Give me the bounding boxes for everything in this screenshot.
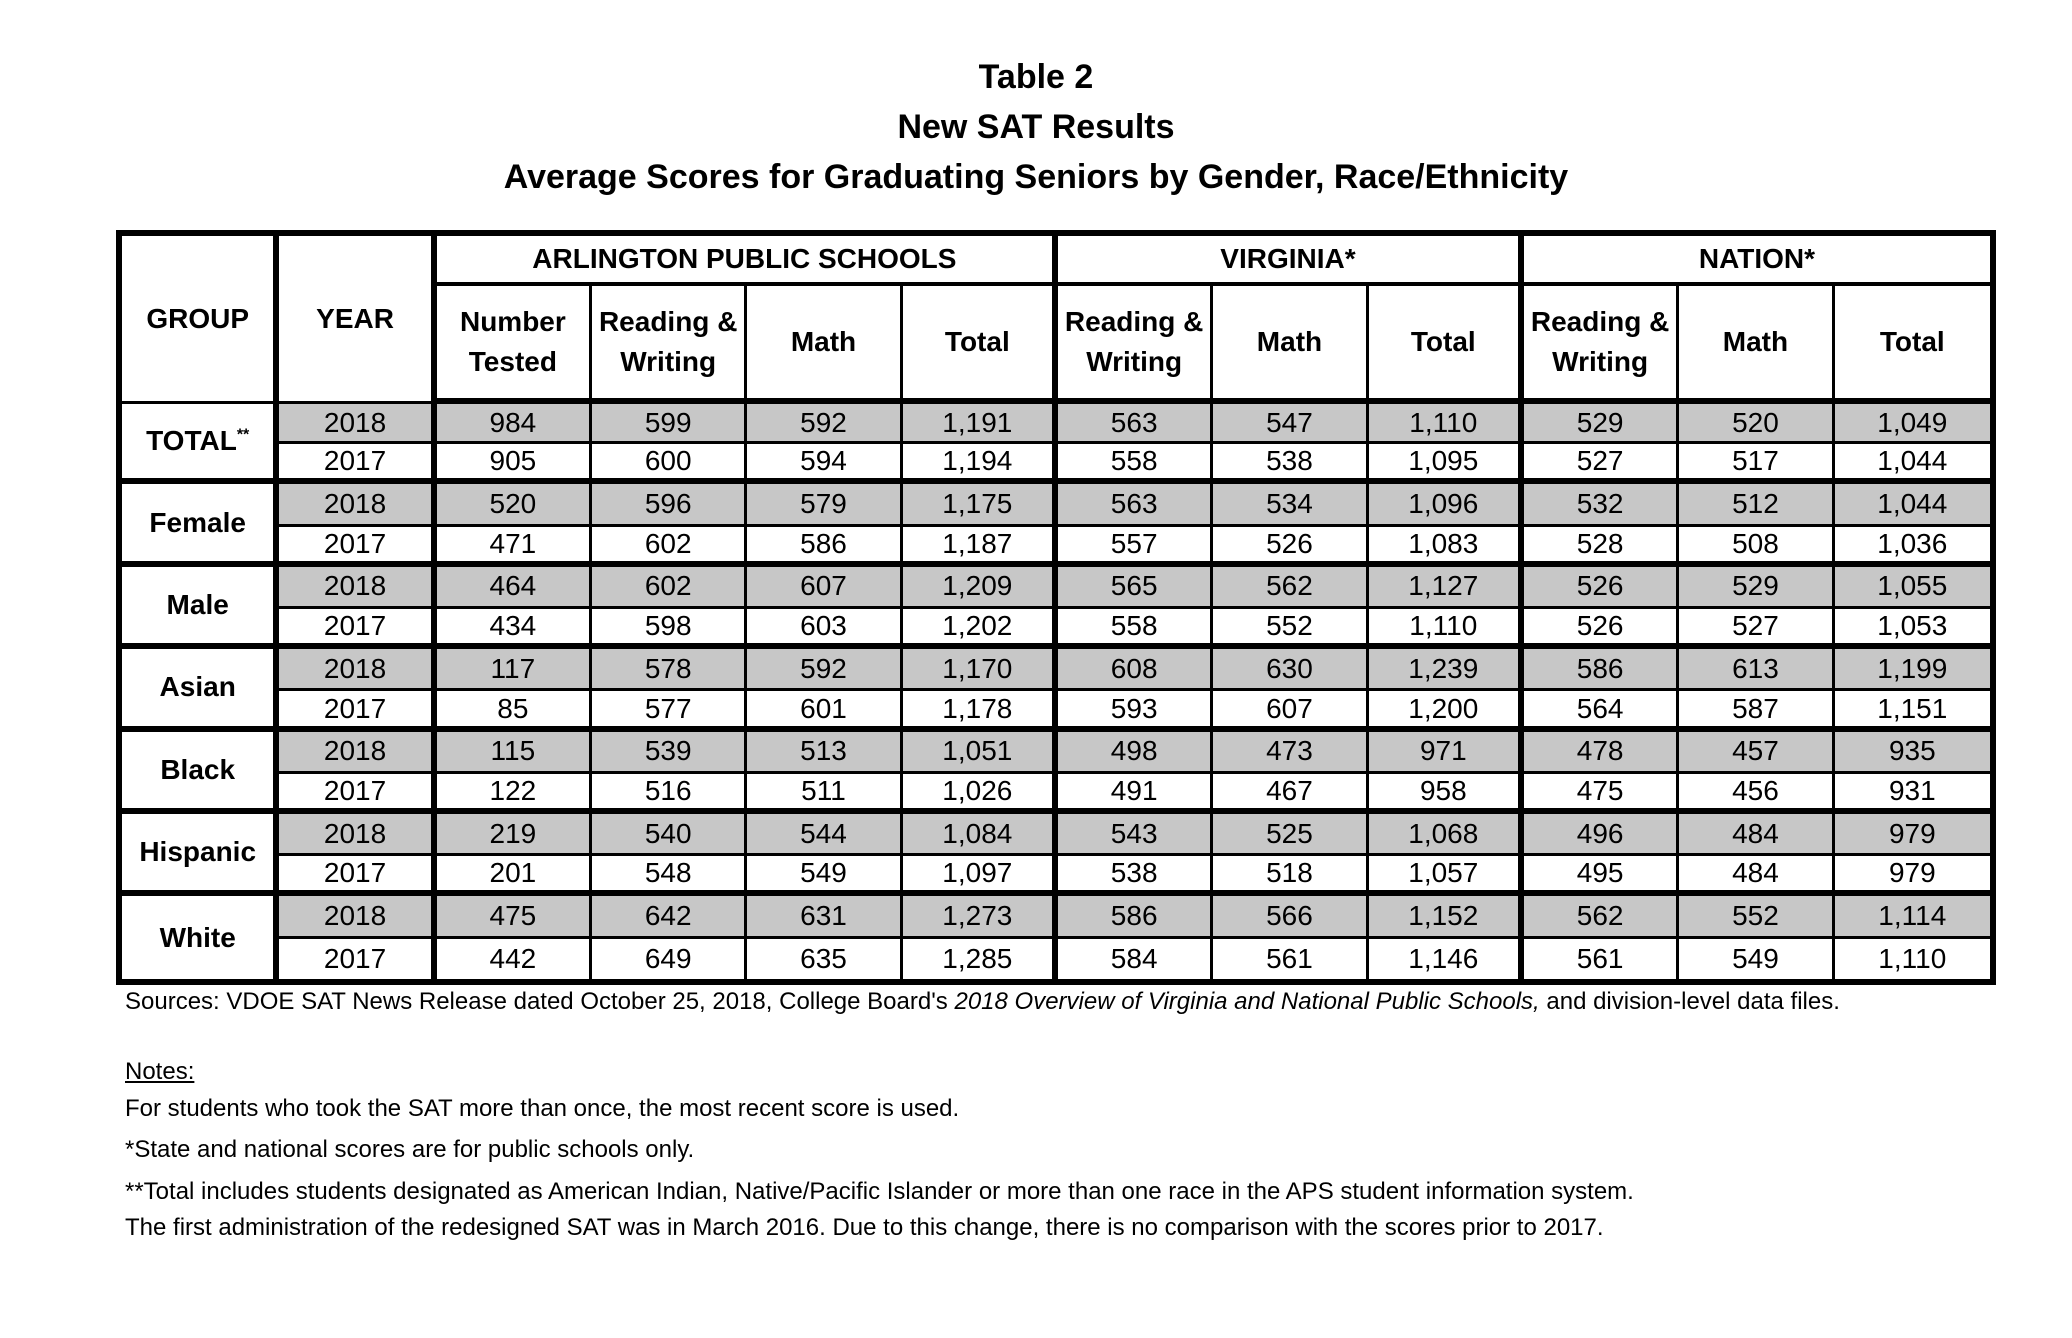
year-cell: 2018 (279, 404, 436, 444)
score-cell: 630 (1213, 649, 1368, 691)
score-cell: 592 (747, 649, 902, 691)
score-cell: 601 (747, 691, 902, 731)
score-cell: 931 (1835, 774, 1990, 814)
score-cell: 434 (437, 609, 592, 649)
score-cell: 549 (1679, 939, 1834, 979)
table-row (122, 527, 1990, 567)
year-cell: 2018 (279, 484, 436, 526)
note-1: For students who took the SAT more than once, the most recent score is used. (125, 1095, 960, 1122)
score-cell: 562 (1524, 896, 1679, 938)
score-cell: 548 (592, 856, 747, 896)
score-cell: 473 (1213, 732, 1368, 774)
header-nation: NATION* (1524, 236, 1990, 286)
score-cell: 544 (747, 814, 902, 856)
score-cell: 1,095 (1369, 444, 1524, 484)
score-cell: 1,049 (1835, 404, 1990, 444)
score-cell: 1,036 (1835, 527, 1990, 567)
score-cell: 85 (437, 691, 592, 731)
score-cell: 552 (1679, 896, 1834, 938)
score-cell: 1,083 (1369, 527, 1524, 567)
score-cell: 547 (1213, 404, 1368, 444)
table-row (122, 814, 1990, 856)
score-cell: 122 (437, 774, 592, 814)
score-cell: 484 (1679, 856, 1834, 896)
score-cell: 538 (1058, 856, 1213, 896)
year-cell: 2018 (279, 732, 436, 774)
score-cell: 602 (592, 567, 747, 609)
table-row (122, 609, 1990, 649)
score-cell: 491 (1058, 774, 1213, 814)
header-aps-math: Math (747, 286, 902, 404)
score-cell: 935 (1835, 732, 1990, 774)
score-cell: 563 (1058, 404, 1213, 444)
score-cell: 607 (747, 567, 902, 609)
score-cell: 586 (747, 527, 902, 567)
score-cell: 594 (747, 444, 902, 484)
year-cell: 2018 (279, 649, 436, 691)
score-cell: 566 (1213, 896, 1368, 938)
score-cell: 1,044 (1835, 444, 1990, 484)
score-cell: 534 (1213, 484, 1368, 526)
score-cell: 579 (747, 484, 902, 526)
score-cell: 602 (592, 527, 747, 567)
year-cell: 2018 (279, 814, 436, 856)
score-cell: 475 (437, 896, 592, 938)
score-cell: 599 (592, 404, 747, 444)
group-label: Asian (122, 649, 279, 731)
header-group: GROUP (122, 236, 279, 404)
score-cell: 1,097 (903, 856, 1058, 896)
header-year: YEAR (279, 236, 436, 404)
header-aps-total: Total (903, 286, 1058, 404)
year-cell: 2017 (279, 774, 436, 814)
score-cell: 603 (747, 609, 902, 649)
score-cell: 557 (1058, 527, 1213, 567)
note-2: *State and national scores are for public schools only. (125, 1136, 695, 1163)
header-va-math: Math (1213, 286, 1368, 404)
score-cell: 558 (1058, 444, 1213, 484)
table-body (122, 404, 1990, 979)
score-cell: 496 (1524, 814, 1679, 856)
score-cell: 1,110 (1835, 939, 1990, 979)
score-cell: 520 (437, 484, 592, 526)
score-cell: 442 (437, 939, 592, 979)
score-cell: 529 (1524, 404, 1679, 444)
score-cell: 1,151 (1835, 691, 1990, 731)
group-label: Hispanic (122, 814, 279, 896)
score-cell: 529 (1679, 567, 1834, 609)
score-cell: 117 (437, 649, 592, 691)
score-cell: 563 (1058, 484, 1213, 526)
score-cell: 984 (437, 404, 592, 444)
score-cell: 1,055 (1835, 567, 1990, 609)
score-cell: 543 (1058, 814, 1213, 856)
score-cell: 1,285 (903, 939, 1058, 979)
header-number-tested: Number Tested (437, 286, 592, 404)
score-cell: 1,200 (1369, 691, 1524, 731)
score-cell: 539 (592, 732, 747, 774)
score-cell: 1,110 (1369, 404, 1524, 444)
score-cell: 971 (1369, 732, 1524, 774)
year-cell: 2018 (279, 567, 436, 609)
score-cell: 1,202 (903, 609, 1058, 649)
score-cell: 526 (1524, 609, 1679, 649)
score-cell: 565 (1058, 567, 1213, 609)
score-cell: 1,187 (903, 527, 1058, 567)
score-cell: 464 (437, 567, 592, 609)
score-cell: 592 (747, 404, 902, 444)
score-cell: 979 (1835, 814, 1990, 856)
score-cell: 508 (1679, 527, 1834, 567)
year-cell: 2017 (279, 609, 436, 649)
score-cell: 642 (592, 896, 747, 938)
table-title: New SAT Results (897, 108, 1175, 146)
year-cell: 2017 (279, 939, 436, 979)
score-cell: 1,175 (903, 484, 1058, 526)
table-row (122, 774, 1990, 814)
table-row (122, 484, 1990, 526)
score-cell: 512 (1679, 484, 1834, 526)
score-cell: 558 (1058, 609, 1213, 649)
score-cell: 631 (747, 896, 902, 938)
score-cell: 586 (1524, 649, 1679, 691)
score-cell: 518 (1213, 856, 1368, 896)
score-cell: 587 (1679, 691, 1834, 731)
year-cell: 2018 (279, 896, 436, 938)
score-cell: 1,170 (903, 649, 1058, 691)
score-cell: 511 (747, 774, 902, 814)
score-cell: 516 (592, 774, 747, 814)
score-cell: 1,239 (1369, 649, 1524, 691)
table-row (122, 856, 1990, 896)
score-cell: 1,026 (903, 774, 1058, 814)
score-cell: 600 (592, 444, 747, 484)
sat-results-table-frame (116, 230, 1996, 985)
score-cell: 979 (1835, 856, 1990, 896)
score-cell: 471 (437, 527, 592, 567)
score-cell: 1,068 (1369, 814, 1524, 856)
score-cell: 905 (437, 444, 592, 484)
score-cell: 586 (1058, 896, 1213, 938)
score-cell: 1,178 (903, 691, 1058, 731)
table-row (122, 649, 1990, 691)
score-cell: 532 (1524, 484, 1679, 526)
score-cell: 1,114 (1835, 896, 1990, 938)
group-label: Female (122, 484, 279, 566)
score-cell: 1,199 (1835, 649, 1990, 691)
score-cell: 561 (1213, 939, 1368, 979)
table-row (122, 444, 1990, 484)
score-cell: 1,084 (903, 814, 1058, 856)
table-row (122, 691, 1990, 731)
year-cell: 2017 (279, 444, 436, 484)
table-row (122, 404, 1990, 444)
year-cell: 2017 (279, 691, 436, 731)
score-cell: 578 (592, 649, 747, 691)
group-label: Black (122, 732, 279, 814)
table-row (122, 896, 1990, 938)
score-cell: 219 (437, 814, 592, 856)
header-us-math: Math (1679, 286, 1834, 404)
score-cell: 525 (1213, 814, 1368, 856)
score-cell: 1,194 (903, 444, 1058, 484)
score-cell: 577 (592, 691, 747, 731)
table-row (122, 732, 1990, 774)
score-cell: 549 (747, 856, 902, 896)
header-aps-reading-writing: Reading & Writing (592, 286, 747, 404)
score-cell: 495 (1524, 856, 1679, 896)
score-cell: 1,191 (903, 404, 1058, 444)
score-cell: 498 (1058, 732, 1213, 774)
note-3: **Total includes students designated as American Indian, Native/Pacific Islander or more than one race in the APS student information system. (125, 1178, 1634, 1205)
year-cell: 2017 (279, 856, 436, 896)
year-cell: 2017 (279, 527, 436, 567)
header-us-total: Total (1835, 286, 1990, 404)
header-aps: ARLINGTON PUBLIC SCHOOLS (437, 236, 1058, 286)
header-us-reading-writing: Reading & Writing (1524, 286, 1679, 404)
score-cell: 520 (1679, 404, 1834, 444)
score-cell: 1,110 (1369, 609, 1524, 649)
score-cell: 526 (1213, 527, 1368, 567)
score-cell: 467 (1213, 774, 1368, 814)
score-cell: 513 (747, 732, 902, 774)
header-virginia: VIRGINIA* (1058, 236, 1524, 286)
group-label: White (122, 896, 279, 979)
score-cell: 613 (1679, 649, 1834, 691)
score-cell: 528 (1524, 527, 1679, 567)
header-va-reading-writing: Reading & Writing (1058, 286, 1213, 404)
score-cell: 1,096 (1369, 484, 1524, 526)
sources-line: Sources: VDOE SAT News Release dated October 25, 2018, College Board's 2018 Overview of Virginia and National Public Schools, and division-level data files. (125, 988, 1840, 1015)
score-cell: 538 (1213, 444, 1368, 484)
score-cell: 457 (1679, 732, 1834, 774)
score-cell: 1,152 (1369, 896, 1524, 938)
group-label: TOTAL** (122, 404, 279, 484)
score-cell: 958 (1369, 774, 1524, 814)
score-cell: 484 (1679, 814, 1834, 856)
table-row (122, 939, 1990, 979)
score-cell: 1,051 (903, 732, 1058, 774)
notes-heading: Notes: (125, 1058, 195, 1085)
score-cell: 478 (1524, 732, 1679, 774)
score-cell: 1,273 (903, 896, 1058, 938)
score-cell: 596 (592, 484, 747, 526)
score-cell: 1,053 (1835, 609, 1990, 649)
header-va-total: Total (1369, 286, 1524, 404)
score-cell: 456 (1679, 774, 1834, 814)
score-cell: 1,146 (1369, 939, 1524, 979)
score-cell: 649 (592, 939, 747, 979)
score-cell: 527 (1524, 444, 1679, 484)
score-cell: 1,057 (1369, 856, 1524, 896)
group-label: Male (122, 567, 279, 649)
score-cell: 562 (1213, 567, 1368, 609)
score-cell: 584 (1058, 939, 1213, 979)
score-cell: 598 (592, 609, 747, 649)
score-cell: 608 (1058, 649, 1213, 691)
score-cell: 552 (1213, 609, 1368, 649)
sat-results-table (122, 236, 1990, 979)
table-subtitle: Average Scores for Graduating Seniors by Gender, Race/Ethnicity (503, 158, 1569, 196)
score-cell: 1,127 (1369, 567, 1524, 609)
score-cell: 540 (592, 814, 747, 856)
score-cell: 635 (747, 939, 902, 979)
score-cell: 527 (1679, 609, 1834, 649)
score-cell: 564 (1524, 691, 1679, 731)
score-cell: 517 (1679, 444, 1834, 484)
score-cell: 1,209 (903, 567, 1058, 609)
score-cell: 1,044 (1835, 484, 1990, 526)
table-number-title: Table 2 (978, 58, 1094, 96)
score-cell: 561 (1524, 939, 1679, 979)
table-row (122, 567, 1990, 609)
note-4: The first administration of the redesigned SAT was in March 2016. Due to this change, there is no comparison with the scores prior to 2017. (125, 1214, 1604, 1241)
score-cell: 607 (1213, 691, 1368, 731)
score-cell: 526 (1524, 567, 1679, 609)
score-cell: 115 (437, 732, 592, 774)
score-cell: 593 (1058, 691, 1213, 731)
score-cell: 475 (1524, 774, 1679, 814)
score-cell: 201 (437, 856, 592, 896)
